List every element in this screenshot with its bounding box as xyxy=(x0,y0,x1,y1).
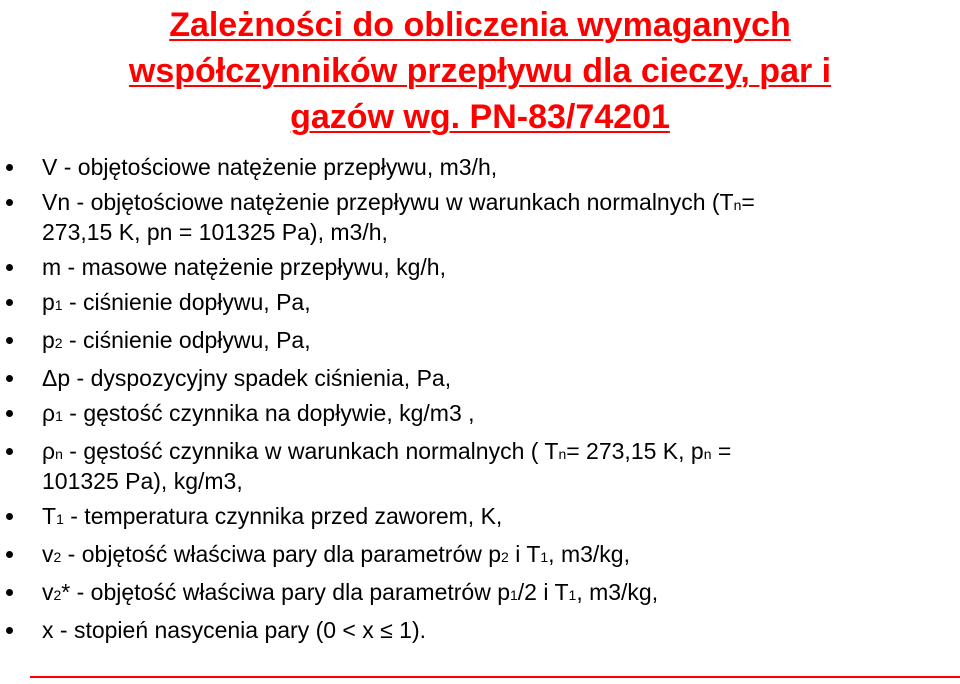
bullet-icon xyxy=(6,513,13,520)
item-text: - ciśnienie odpływu, Pa, xyxy=(62,327,311,353)
subscript: 1 xyxy=(568,587,577,603)
list-item-x xyxy=(0,617,960,644)
item-text: - ciśnienie dopływu, Pa, xyxy=(62,289,311,315)
subscript: n xyxy=(558,446,567,462)
title-line-3: gazów wg. PN-83/74201 xyxy=(290,98,670,136)
item-text: - temperatura czynnika przed zaworem, K, xyxy=(63,503,503,529)
subscript: 1 xyxy=(56,511,64,527)
title-line-2: współczynników przepływu dla cieczy, par i xyxy=(128,52,832,90)
item-text-line-2: 273,15 K, pn = 101325 Pa), m3/h, xyxy=(42,219,388,245)
bullet-icon xyxy=(6,589,13,596)
item-text: ρ xyxy=(42,438,56,464)
list-item-p1 xyxy=(0,289,960,319)
subscript: 1 xyxy=(540,549,549,565)
bullet-icon xyxy=(6,199,13,206)
item-text: v xyxy=(42,541,54,567)
item-text: ρ xyxy=(42,400,56,426)
item-text: /2 i T xyxy=(517,579,569,605)
bullet-icon xyxy=(6,627,13,634)
bullet-icon xyxy=(6,551,13,558)
item-text: p xyxy=(42,327,55,353)
item-text: * - objętość właściwa pary dla parametrów p xyxy=(61,579,510,605)
bullet-icon xyxy=(6,299,13,306)
subscript: 1 xyxy=(54,297,63,313)
bullet-icon xyxy=(6,264,13,271)
item-text-line-2: 101325 Pa), kg/m3, xyxy=(42,468,243,494)
symbol-list xyxy=(0,154,960,652)
subscript: 2 xyxy=(54,335,63,351)
subscript: n xyxy=(733,197,742,213)
list-item-V xyxy=(0,154,960,181)
item-text: m - masowe natężenie przepływu, kg/h, xyxy=(42,254,446,280)
subscript: n xyxy=(703,446,712,462)
list-item-Vn xyxy=(0,189,960,246)
item-text: - gęstość czynnika w warunkach normalnych ( T xyxy=(62,438,559,464)
item-text: , m3/kg, xyxy=(576,579,659,605)
title-line-1: Zależności do obliczenia wymaganych xyxy=(169,6,791,44)
list-item-v2 xyxy=(0,541,960,571)
list-item-T1 xyxy=(0,503,960,533)
subscript: 2 xyxy=(53,549,62,565)
list-item-dp xyxy=(0,365,960,392)
subscript: n xyxy=(55,446,63,462)
subscript: 2 xyxy=(53,587,62,603)
list-item-rho1 xyxy=(0,400,960,430)
item-text: = 273,15 K, p xyxy=(566,438,704,464)
item-text: i T xyxy=(508,541,541,567)
item-text: x - stopień nasycenia pary (0 < x ≤ 1). xyxy=(42,617,426,643)
bullet-icon xyxy=(6,164,13,171)
item-text: Δp - dyspozycyjny spadek ciśnienia, Pa, xyxy=(42,365,452,391)
bullet-icon xyxy=(6,448,13,455)
list-item-m xyxy=(0,254,960,281)
subscript: 2 xyxy=(501,549,509,565)
subscript: 1 xyxy=(55,408,63,424)
item-text: v xyxy=(42,579,54,605)
item-text: Vn - objętościowe natężenie przepływu w warunkach normalnych (T xyxy=(42,189,734,215)
bullet-icon xyxy=(6,410,13,417)
page-title xyxy=(0,2,960,140)
item-text: p xyxy=(42,289,55,315)
list-item-rhon xyxy=(0,438,960,495)
list-item-v2-star xyxy=(0,579,960,609)
bullet-icon xyxy=(6,375,13,382)
bullet-icon xyxy=(6,337,13,344)
item-text: , m3/kg, xyxy=(548,541,630,567)
item-text: = xyxy=(741,189,755,215)
item-text: - objętość właściwa pary dla parametrów p xyxy=(61,541,502,567)
item-text: T xyxy=(42,503,57,529)
item-text: - gęstość czynnika na dopływie, kg/m3 , xyxy=(62,400,475,426)
subscript: 1 xyxy=(510,587,518,603)
item-text: = xyxy=(711,438,732,464)
list-item-p2 xyxy=(0,327,960,357)
item-text: V - objętościowe natężenie przepływu, m3/h, xyxy=(42,154,498,180)
footer-rule xyxy=(30,676,960,678)
